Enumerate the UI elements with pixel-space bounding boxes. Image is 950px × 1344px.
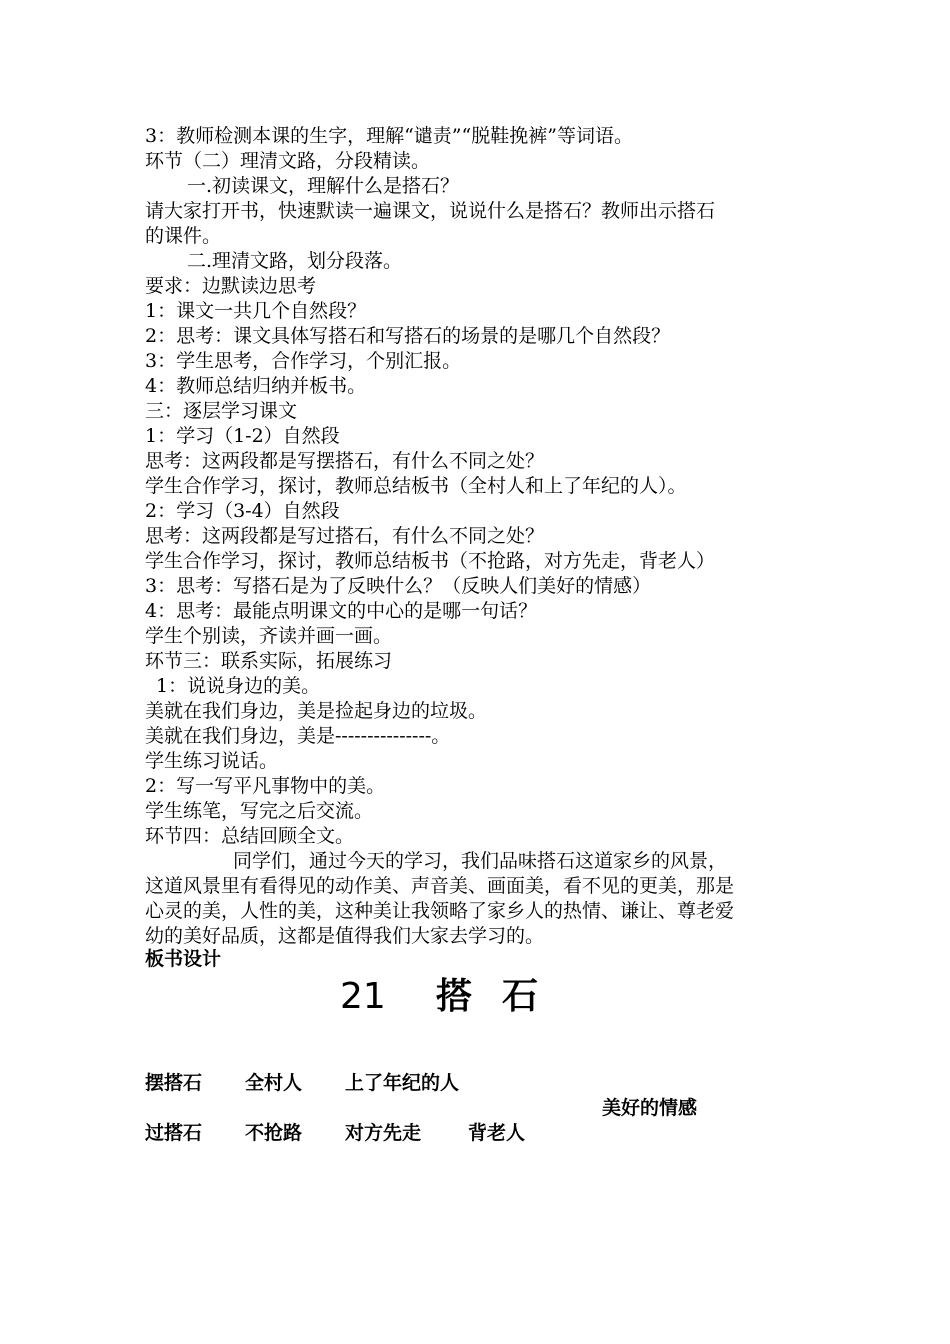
title-char-2: 石 [502, 976, 539, 1017]
board-row1-item: 上了年纪的人 [345, 1072, 460, 1094]
text-line: 请大家打开书，快速默读一遍课文，说说什么是搭石？教师出示搭石 [145, 200, 716, 222]
text-line: 美就在我们身边，美是捡起身边的垃圾。 [145, 700, 488, 722]
text-line: 3：学生思考，合作学习，个别汇报。 [145, 350, 462, 372]
text-line: 心灵的美，人性的美，这种美让我领略了家乡人的热情、谦让、尊老爱 [145, 900, 735, 922]
text-line: 思考：这两段都是写过搭石，有什么不同之处？ [145, 525, 545, 547]
text-line: 的课件。 [145, 225, 222, 247]
text-line: 这道风景里有看得见的动作美、声音美、画面美，看不见的更美，那是 [145, 875, 735, 897]
board-design-heading: 板书设计 [145, 948, 222, 970]
board-row2-label: 过搭石 [145, 1122, 203, 1144]
text-line: 幼的美好品质，这都是值得我们大家去学习的。 [145, 925, 545, 947]
text-line: 1：学习（1-2）自然段 [145, 425, 340, 447]
board-row1-label: 摆搭石 [145, 1072, 203, 1094]
board-row2-item: 对方先走 [345, 1122, 422, 1144]
text-line: 二.理清文路，划分段落。 [187, 250, 403, 272]
text-line: 学生合作学习，探讨，教师总结板书（不抢路，对方先走，背老人） [145, 550, 716, 572]
board-summary: 美好的情感 [602, 1097, 698, 1119]
text-line: 思考：这两段都是写摆搭石，有什么不同之处？ [145, 450, 545, 472]
text-line: 学生练笔，写完之后交流。 [145, 800, 374, 822]
text-line: 学生个别读，齐读并画一画。 [145, 625, 393, 647]
text-line: 3：教师检测本课的生字，理解“谴责”“脱鞋挽裤”等词语。 [145, 125, 633, 147]
section-heading: 环节（二）理清文路，分段精读。 [145, 150, 431, 172]
lesson-number: 21 [340, 976, 386, 1017]
board-row1-item: 全村人 [245, 1072, 303, 1094]
section-heading: 环节三：联系实际，拓展练习 [145, 650, 393, 672]
board-title [340, 975, 538, 1019]
text-line: 一.初读课文，理解什么是搭石？ [187, 175, 460, 197]
board-row2-item: 背老人 [468, 1122, 526, 1144]
text-line: 要求：边默读边思考 [145, 275, 317, 297]
text-line: 4：教师总结归纳并板书。 [145, 375, 367, 397]
section-heading: 三：逐层学习课文 [145, 400, 298, 422]
text-line: 2：学习（3-4）自然段 [145, 500, 340, 522]
text-line: 美就在我们身边，美是---------------。 [145, 725, 451, 747]
text-line: 1：课文一共几个自然段？ [145, 300, 367, 322]
text-line: 学生合作学习，探讨，教师总结板书（全村人和上了年纪的人）。 [145, 475, 687, 497]
text-line: 4：思考：最能点明课文的中心的是哪一句话？ [145, 600, 538, 622]
text-line: 2：写一写平凡事物中的美。 [145, 775, 386, 797]
text-line: 同学们，通过今天的学习，我们品味搭石这道家乡的风景， [233, 850, 728, 872]
text-line: 学生练习说话。 [145, 750, 279, 772]
title-char-1: 搭 [436, 976, 473, 1017]
text-line: 2：思考：课文具体写搭石和写搭石的场景的是哪几个自然段？ [145, 325, 671, 347]
text-line: 1：说说身边的美。 [156, 675, 321, 697]
board-row2-item: 不抢路 [245, 1122, 303, 1144]
section-heading: 环节四：总结回顾全文。 [145, 825, 355, 847]
text-line: 3：思考：写搭石是为了反映什么？（反映人们美好的情感） [145, 575, 652, 597]
